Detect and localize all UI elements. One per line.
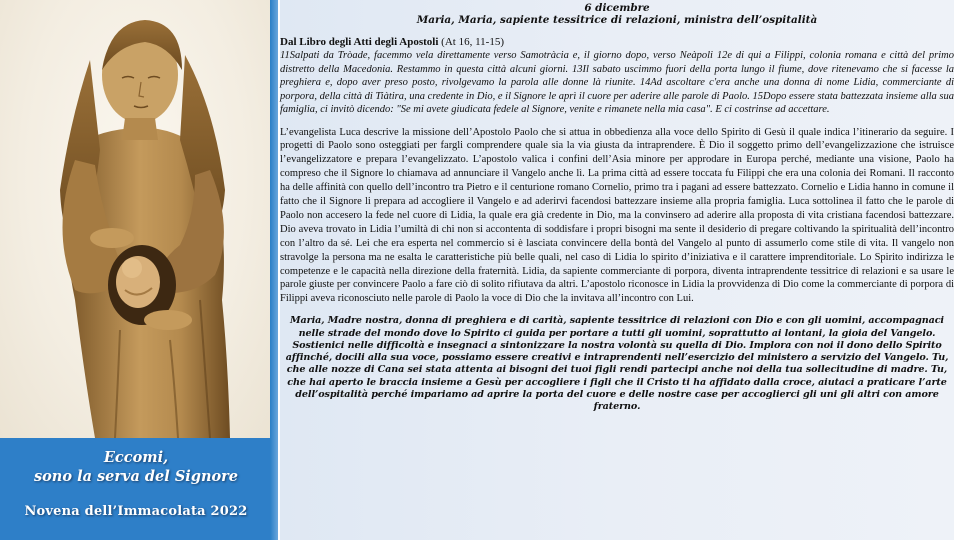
caption-line-2: sono la serva del Signore (33, 468, 239, 485)
reading-text: 11Salpati da Tròade, facemmo vela direttamente verso Samotràcia e, il giorno dopo, verso Neàpoli 12e di qui a Filippi, colonia romana e città del primo distretto della Macedonia. Restammo in questa città alcuni giorni. 13Il sabato uscimmo fuori della porta lungo il fiume, dove ritenevamo che si facesse la preghiera e, dopo aver preso posto, rivolgevamo la parola alle donne là riunite. 14Ad ascoltare c'era anche una donna di nome Lidia, commerciante di porpora, della città di Tiàtira, una credente in Dio, e il Signore le aprì il cuore per aderire alle parole di Paolo. 15Dopo essere stata battezzata insieme alla sua famiglia, ci invitò dicendo: "Se mi avete giudicata fedele al Signore, venite e rimanete nella mia casa". E ci costrinse ad accettare. (280, 50, 954, 115)
reading-source-ref: (At 16, 11-15) (441, 36, 504, 48)
madonna-statue-illustration (0, 0, 272, 438)
prayer-text: Maria, Madre nostra, donna di preghiera e di carità, sapiente tessitrice di relazioni con Dio e con gli uomini, accompagnaci nelle strade del mondo dove lo Spirito ci guida per portare a tutti gli uomini, soprattutto ai lontani, la gioia del Vangelo. Sostienici nelle difficoltà e insegnaci a sintonizzare la nostra volontà su quella di Dio. Implora con noi il dono dello Spirito affinché, docili alla sua voce, possiamo essere creativi e intraprendenti nell’esercizio del ministero a servizio del Vangelo. Tu, che alle nozze di Cana sei stata attenta ai bisogni dei tuoi figli rendi partecipi anche noi della tua sollecitudine di madre. Tu, che hai aperto le braccia insieme a Gesù per accogliere i figli che il Cristo ti ha affidato dalla croce, aiutaci a praticare l’arte dell’ospitalità perché impariamo ad aprire la porta del cuore e delle nostre case per accoglierci gli uni gli altri con amore fraterno. (285, 315, 949, 413)
page-header (280, 0, 954, 26)
left-panel (0, 0, 272, 540)
novena-title: Novena dell’Immacolata 2022 (24, 504, 248, 519)
page-title: Maria, Maria, sapiente tessitrice di relazioni, ministra dell’ospitalità (416, 14, 818, 26)
panel-divider (270, 0, 278, 540)
caption-box (0, 438, 272, 540)
reading-source-title: Dal Libro degli Atti degli Apostoli (280, 36, 439, 48)
date-heading: 6 dicembre (584, 2, 650, 14)
caption-line-1: Eccomi, (103, 449, 169, 466)
reading-source (280, 36, 954, 49)
commentary-text: L’evangelista Luca descrive la missione dell’Apostolo Paolo che si attua in obbedienza alla voce dello Spirito di Gesù il quale indica l’itinerario da seguire. I progetti di Paolo sono osteggiati per fargli comprendere quale sia la via giusta da intraprendere. È Dio il soggetto primo dell’evangelizzazione che istruisce l’evangelizzatore e prepara l’evangelizzato. L’apostolo valica i confini dell’Asia minore per approdare in Europa perché, mediante una visione, Paolo ha compreso che il Signore lo chiamava ad annunciare il Vangelo anche lì. La prima città ad essere toccata fu Filippi che era una colonia dei Romani. Il racconto ha delle affinità con quello dell’incontro tra Pietro e il centurione romano Cornelio, primo tra i pagani ad essere battezzato. Cornelio e Lidia hanno in comune il fatto che il Signore li prepara ad accogliere il Vangelo e ad aderirvi facendosi battezzare insieme alla propria famiglia. Luca sottolinea il fatto che le parole di Paolo non accesero la fede nel cuore di Lidia, la quale era già credente in Dio, ma la convinsero ad aderire alla proposta di vita cristiana facendosi battezzare. Dio aveva trovato in Lidia l’umiltà di chi non si accontenta di soddisfare i propri bisogni ma sente il desiderio di pregare coltivando la spiritualità dell’incontro con l’altro da sé. Lei che era esperta nel commercio si è lasciata convincere della bontà del Vangelo al punto di assumerlo come stile di vita. Il vangelo non stravolge la persona ma ne esalta le caratteristiche più belle quali, nel caso di Lidia lo spirito d’iniziativa e il carattere imprenditoriale. Lo Spirito indirizza le competenze e le capacità nella direzione della fraternità. Lidia, da sapiente commerciante di porpora, diventa intraprendente tessitrice di relazioni e sa usare le parole giuste per convincere Paolo a fare ciò di solito rifiutava da altri. L’apostolo riconosce in Lidia la provvidenza di Dio come la commerciante di porpora di Filippi aveva riconosciuto nelle parole di Paolo la voce di Dio che la invitava all’incontro con Lui. (280, 126, 954, 305)
statue-image (0, 0, 272, 438)
text-panel (280, 0, 954, 540)
